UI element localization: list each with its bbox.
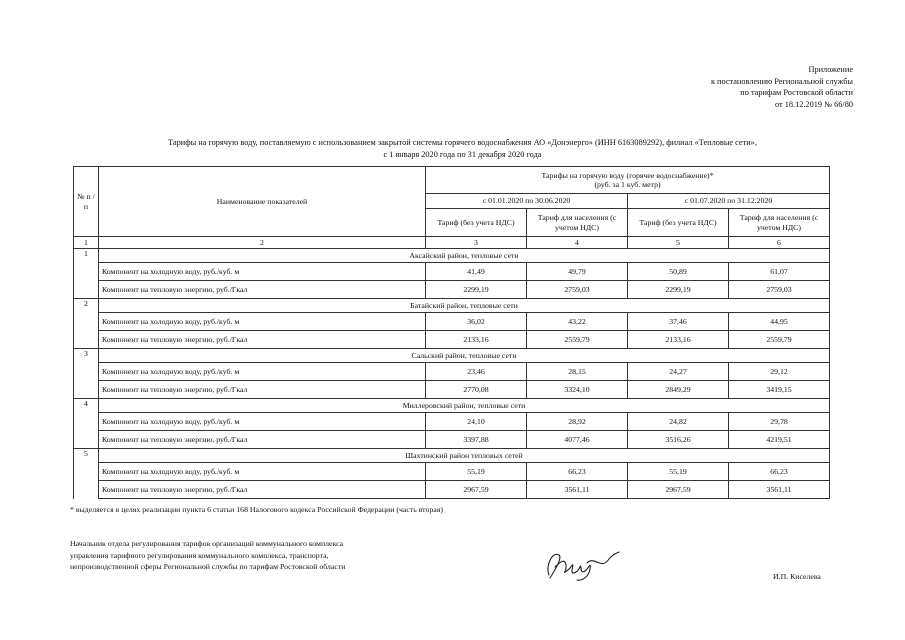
district-name: Миллеровский район, тепловые сети [99,399,830,413]
table-row [74,313,830,331]
district-number: 4 [74,399,99,449]
district-number: 2 [74,299,99,349]
tariff-value: 2299,19 [628,281,729,299]
header-group-line: (руб. за 1 куб. метр) [594,180,661,189]
tariff-value: 44,95 [729,313,830,331]
tariff-value: 24,82 [628,413,729,431]
tariff-value: 2559,79 [527,331,628,349]
table-row [74,413,830,431]
header-num: № п /п [74,167,99,237]
tariff-value: 4077,46 [527,431,628,449]
tariff-value: 24,27 [628,363,729,381]
tariff-value: 66,23 [729,463,830,481]
position-line: управления тарифного регулирования коммунального комплекса, транспорта, [70,550,329,560]
district-name: Сальский район, тепловые сети [99,349,830,363]
component-label: Компонент на холодную воду, руб./куб. м [99,463,426,481]
tariff-value: 2967,59 [426,481,527,499]
component-label: Компонент на холодную воду, руб./куб. м [99,263,426,281]
table-row [74,463,830,481]
district-row [74,349,830,363]
appendix-line: от 18.12.2019 № 66/80 [774,99,853,109]
component-label: Компонент на холодную воду, руб./куб. м [99,313,426,331]
tariff-value: 2559,79 [729,331,830,349]
column-index: 3 [426,237,527,249]
tariff-value: 36,02 [426,313,527,331]
column-index: 2 [99,237,426,249]
tariff-value: 55,19 [426,463,527,481]
tariff-value: 2759,03 [527,281,628,299]
tariff-value: 3516,26 [628,431,729,449]
tariff-value: 3419,15 [729,381,830,399]
column-index: 5 [628,237,729,249]
tariff-value: 2759,03 [729,281,830,299]
signer-name: И.П. Киселева [773,572,821,581]
tariff-value: 3561,11 [527,481,628,499]
tariff-table [73,166,830,499]
appendix-line: к постановлению Региональной службы [710,76,853,86]
component-label: Компонент на тепловую энергию, руб./Гкал [99,331,426,349]
tariff-value: 29,78 [729,413,830,431]
tariff-value: 28,92 [527,413,628,431]
position-line: непроизводственной сферы Региональной службы по тарифам Ростовской области [70,562,346,571]
component-label: Компонент на холодную воду, руб./куб. м [99,413,426,431]
table-row [74,381,830,399]
tariff-value: 2770,08 [426,381,527,399]
table-row [74,281,830,299]
header-group [426,167,830,194]
official-position [70,538,345,573]
district-name: Батайский район, тепловые сети [99,299,830,313]
district-row [74,249,830,263]
header-col-no-vat: Тариф (без учета НДС) [628,209,729,237]
tariff-value: 28,15 [527,363,628,381]
handwritten-signature [543,545,621,585]
tariff-value: 43,22 [527,313,628,331]
tariff-value: 3561,11 [729,481,830,499]
table-row [74,431,830,449]
table-row [74,263,830,281]
component-label: Компонент на холодную воду, руб./куб. м [99,363,426,381]
tariff-value: 23,46 [426,363,527,381]
tariff-value: 66,23 [527,463,628,481]
tariff-value: 2133,16 [628,331,729,349]
tariff-value: 41,49 [426,263,527,281]
component-label: Компонент на тепловую энергию, руб./Гкал [99,481,426,499]
header-col-population: Тариф для населения (с учетом НДС) [527,209,628,237]
header-name: Наименование показателей [99,167,426,237]
component-label: Компонент на тепловую энергию, руб./Гкал [99,281,426,299]
appendix-line: по тарифам Ростовской области [740,88,853,97]
table-row [74,363,830,381]
title-line: с 1 января 2020 года по 31 декабря 2020 года [383,149,542,159]
tariff-value: 2299,19 [426,281,527,299]
tariff-value: 2967,59 [628,481,729,499]
tariff-value: 29,12 [729,363,830,381]
district-row [74,449,830,463]
tariff-value: 24,10 [426,413,527,431]
district-name: Шахтинский район тепловых сетей [99,449,830,463]
tariff-value: 49,79 [527,263,628,281]
column-index: 4 [527,237,628,249]
tariff-value: 61,07 [729,263,830,281]
district-number: 1 [74,249,99,299]
header-col-no-vat: Тариф (без учета НДС) [426,209,527,237]
column-index: 6 [729,237,830,249]
tariff-value: 2133,16 [426,331,527,349]
appendix-block [711,64,853,110]
district-row [74,299,830,313]
district-number: 3 [74,349,99,399]
table-row [74,331,830,349]
tariff-value: 37,46 [628,313,729,331]
header-period-1: с 01.01.2020 по 30.06.2020 [426,194,628,209]
tariff-value: 55,19 [628,463,729,481]
district-number: 5 [74,449,99,499]
component-label: Компонент на тепловую энергию, руб./Гкал [99,381,426,399]
position-line: Начальник отдела регулирования тарифов организаций коммунального комплекса [70,539,344,548]
title-line: Тарифы на горячую воду, поставляемую с использованием закрытой системы горячего водоснабжения АО «Донэнерго» (ИНН 6163089292), филиал «Тепловые сети», [168,138,757,147]
footnote: * выделяется в целях реализации пункта 6 статьи 168 Налогового кодекса Российской Федерации (часть вторая) [70,505,443,514]
tariff-value: 2849,29 [628,381,729,399]
header-group-line: Тарифы на горячую воду (горячее водоснабжение)* [541,170,714,180]
header-col-population: Тариф для населения (с учетом НДС) [729,209,830,237]
component-label: Компонент на тепловую энергию, руб./Гкал [99,431,426,449]
table-row [74,481,830,499]
district-name: Аксайский район, тепловые сети [99,249,830,263]
appendix-line: Приложение [808,65,853,74]
document-title [60,137,865,160]
tariff-value: 3397,88 [426,431,527,449]
district-row [74,399,830,413]
tariff-value: 4219,51 [729,431,830,449]
column-index: 1 [74,237,99,249]
tariff-value: 3324,10 [527,381,628,399]
tariff-value: 50,89 [628,263,729,281]
header-period-2: с 01.07.2020 по 31.12.2020 [628,194,830,209]
